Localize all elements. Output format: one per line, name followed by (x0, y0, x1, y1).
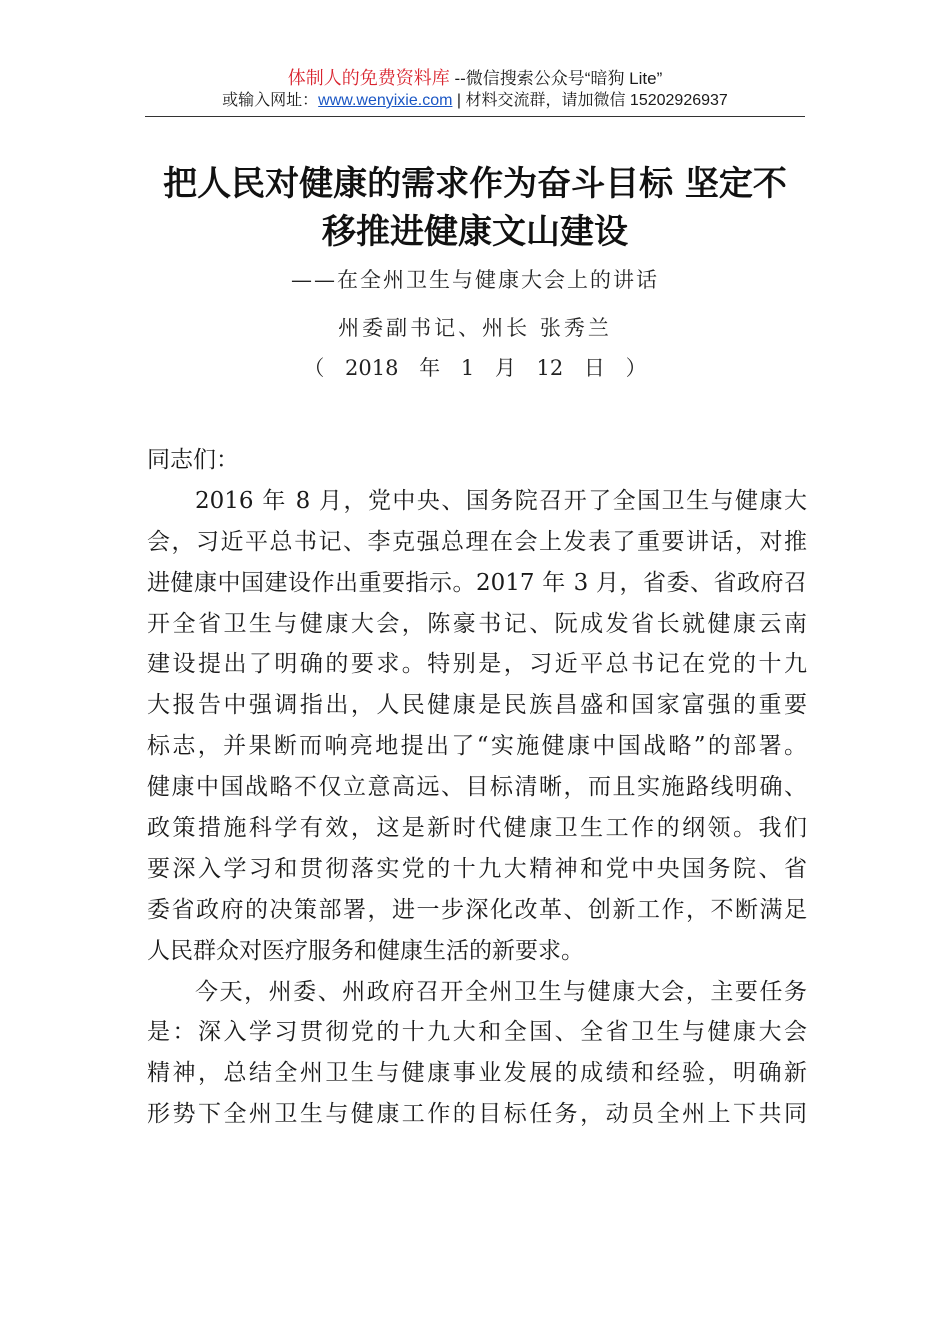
header-contact-line (145, 90, 805, 112)
document-body (147, 440, 807, 1135)
paragraph-1-line: 会，习近平总书记、李克强总理在会上发表了重要讲话，对推 (147, 528, 807, 555)
paragraph-2-line: 形势下全州卫生与健康工作的目标任务，动员全州上下共同 (147, 1101, 807, 1128)
header-url-link[interactable]: www.wenyixie.com (318, 92, 453, 109)
page-header (145, 66, 805, 112)
title-line-1: 把人民对健康的需求作为奋斗目标 坚定不 (163, 164, 787, 204)
paragraph-1-line: 进健康中国建设作出重要指示。2017 年 3 月，省委、省政府召 (147, 569, 807, 596)
paragraph-1-line: 委省政府的决策部署，进一步深化改革、创新工作，不断满足 (147, 896, 807, 923)
paragraph-1-line: 人民群众对医疗服务和健康生活的新要求。 (147, 937, 584, 964)
header-divider (145, 116, 805, 117)
paragraph-1-line: 政策措施科学有效，这是新时代健康卫生工作的纲领。我们 (147, 815, 807, 842)
header-promo-line (145, 66, 805, 90)
paragraph-1-line: 建设提出了明确的要求。特别是，习近平总书记在党的十九 (147, 651, 807, 678)
paragraph-1-line: 要深入学习和贯彻落实党的十九大精神和党中央国务院、省 (147, 855, 807, 882)
document-title (120, 160, 830, 256)
paragraph-2-line: 是：深入学习贯彻党的十九大和全国、全省卫生与健康大会 (147, 1019, 807, 1046)
document-author: 州委副书记、州长 张秀兰 (338, 316, 612, 340)
salutation: 同志们： (147, 447, 239, 473)
document-subtitle: ——在全州卫生与健康大会上的讲话 (291, 268, 659, 292)
paragraph-2-line: 今天，州委、州政府召开全州卫生与健康大会，主要任务 (195, 978, 807, 1005)
paragraph-2-line: 精神，总结全州卫生与健康事业发展的成绩和经验，明确新 (147, 1060, 807, 1087)
paragraph-1-line: 标志，并果断而响亮地提出了“实施健康中国战略”的部署。 (147, 733, 807, 760)
header-url-prefix: 或输入网址： (222, 92, 319, 109)
header-contact: | 材料交流群，请加微信 15202926937 (452, 92, 728, 109)
title-line-2: 移推进健康文山建设 (322, 212, 628, 252)
paragraph-1-line: 健康中国战略不仅立意高远、目标清晰，而且实施路线明确、 (147, 774, 807, 801)
header-brand[interactable]: 体制人的免费资料库 (287, 68, 450, 88)
header-search-hint: --微信搜索公众号“暗狗 Lite” (449, 69, 663, 88)
paragraph-1-line: 大报告中强调指出，人民健康是民族昌盛和国家富强的重要 (147, 692, 807, 719)
paragraph-1-line: 开全省卫生与健康大会，陈豪书记、阮成发省长就健康云南 (147, 610, 807, 637)
document-date: （ 2018 年 1 月 12 日 ） (303, 356, 647, 380)
paragraph-1-line: 2016 年 8 月，党中央、国务院召开了全国卫生与健康大 (195, 487, 807, 514)
